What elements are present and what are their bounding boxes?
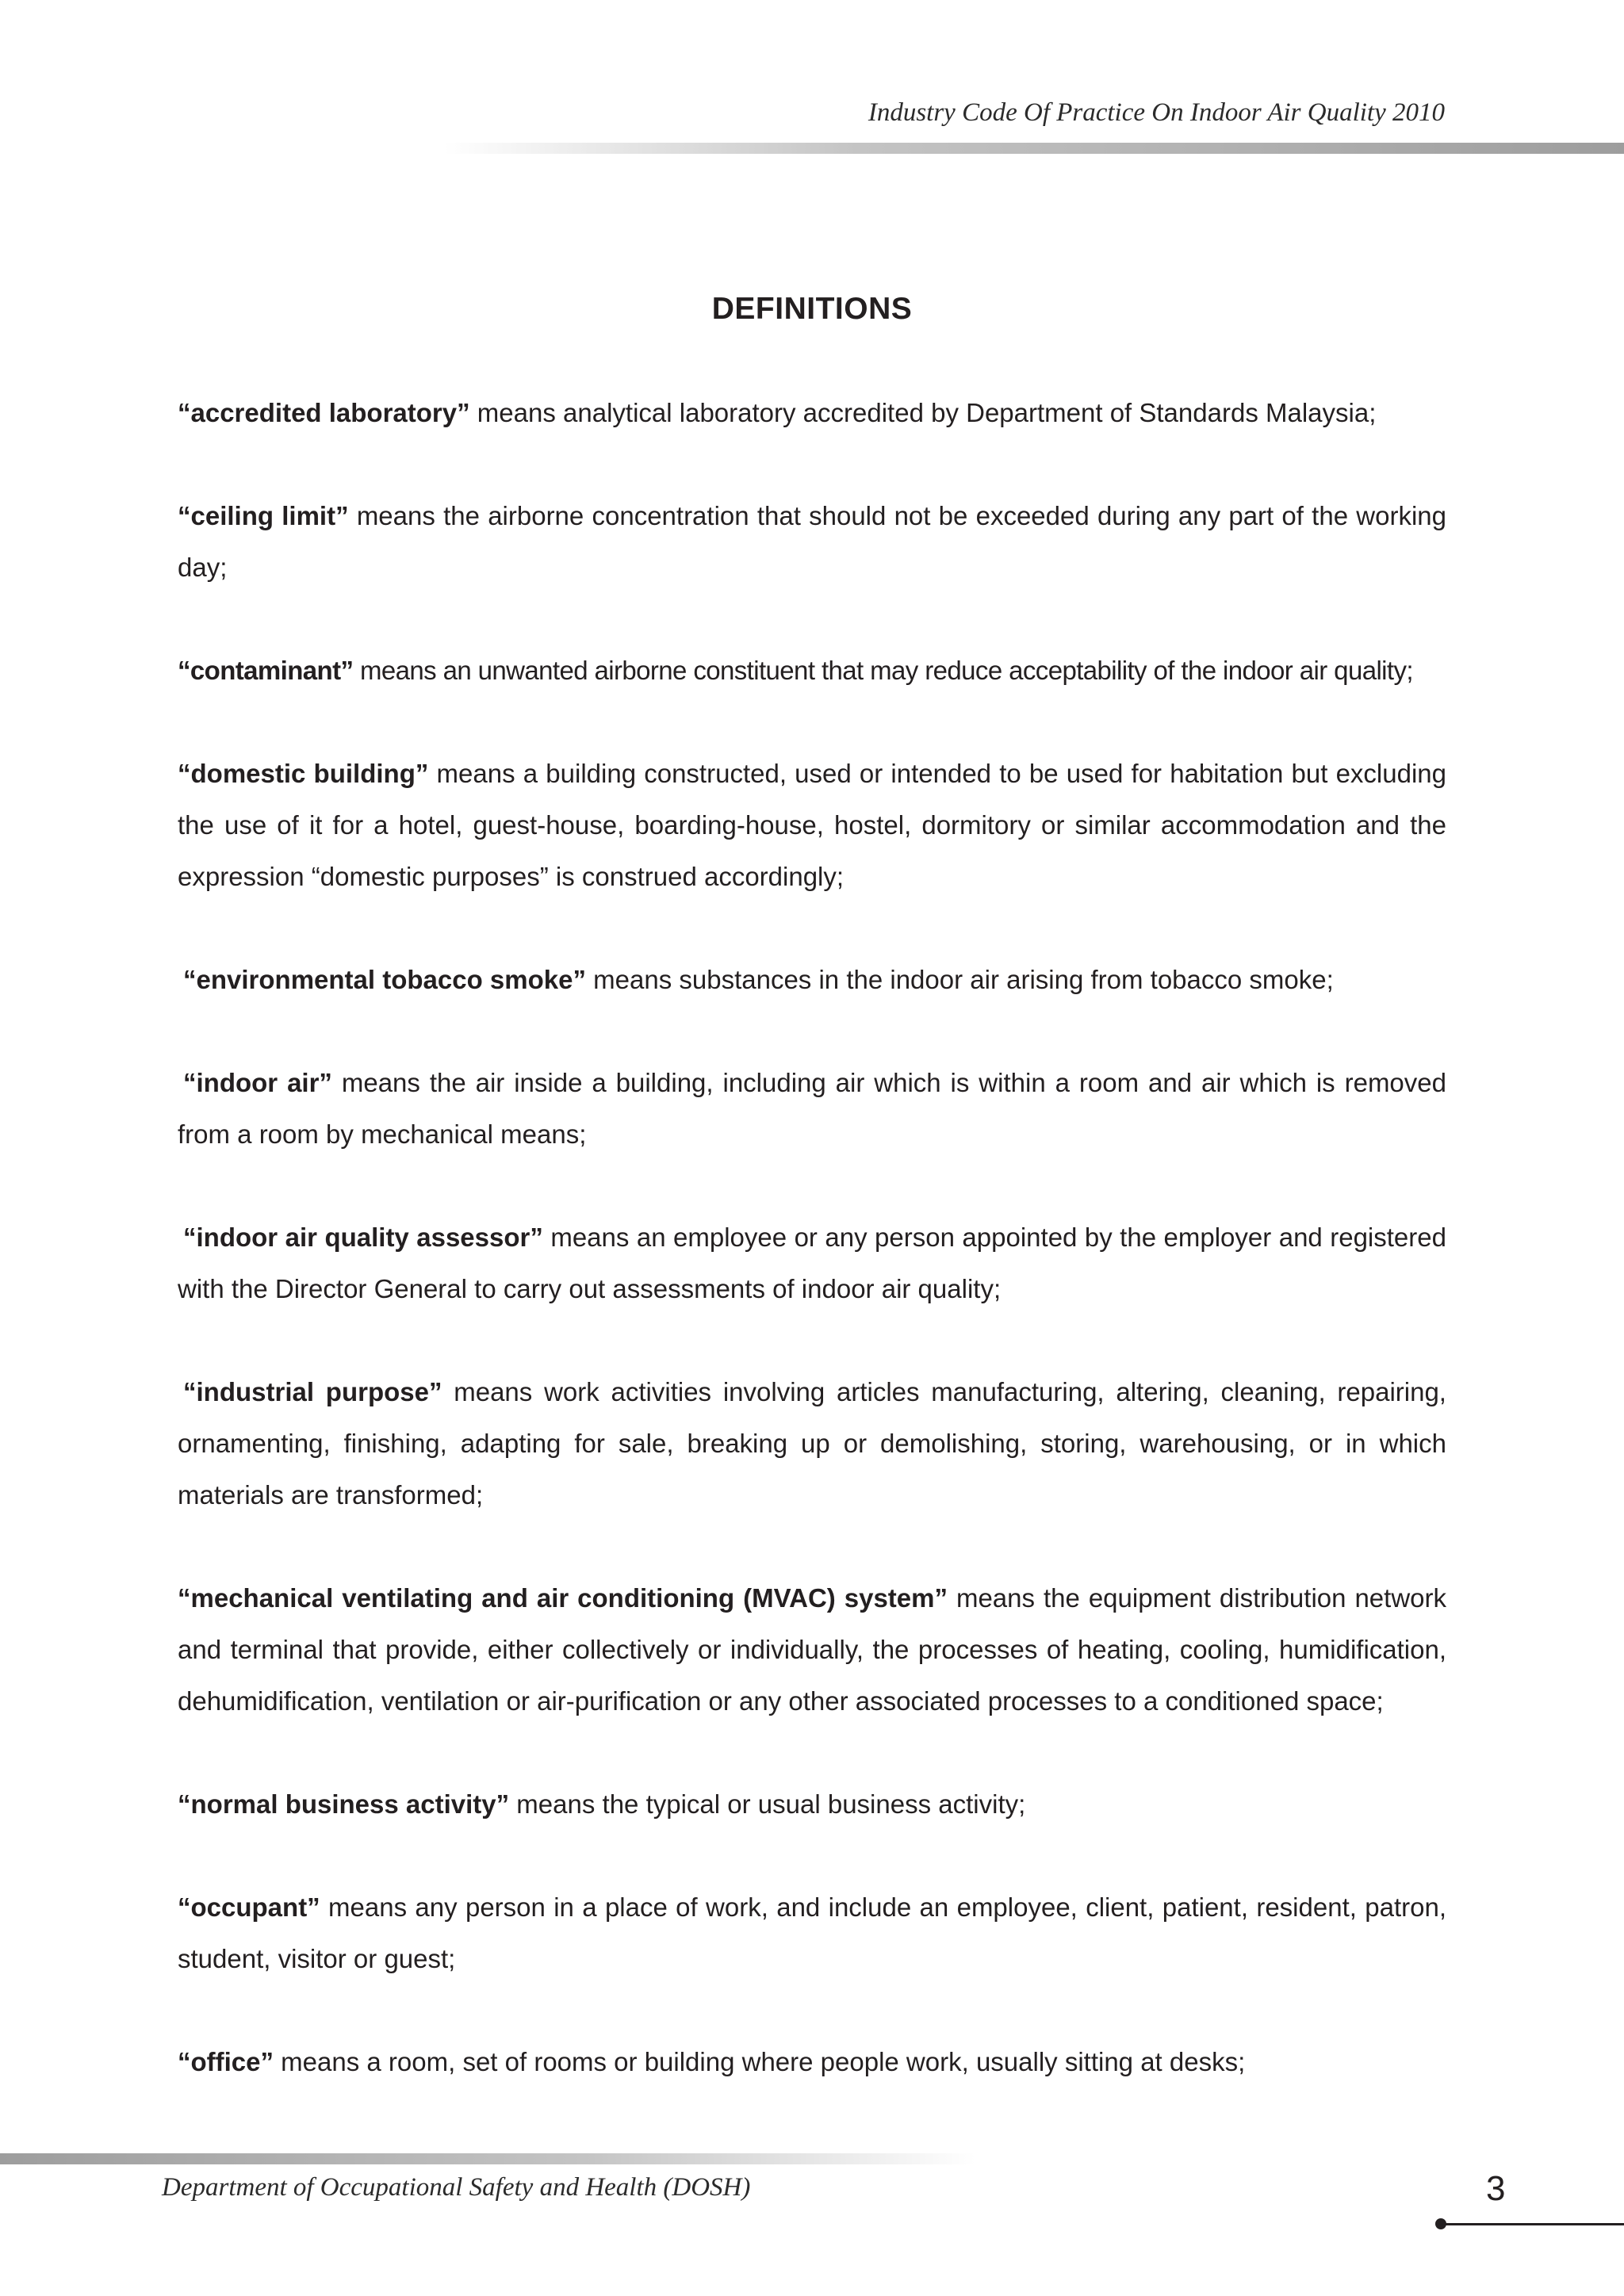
definition-text: means analytical laboratory accredited by Department of Standards Malaysia; [469, 398, 1377, 427]
definition-indoor-air-quality-assessor [178, 1211, 1446, 1314]
definition-text: means any person in a place of work, and include an employee, client, patient, resident, patron, student, visitor or guest; [178, 1892, 1446, 1973]
definition-text: means the air inside a building, including air which is within a room and air which is removed from a room by mechanical means; [178, 1068, 1446, 1149]
definition-term: “indoor air quality assessor” [183, 1223, 543, 1252]
definition-occupant [178, 1881, 1446, 1984]
definition-indoor-air [178, 1057, 1446, 1160]
definition-office [178, 2036, 1446, 2087]
page-number: 3 [1486, 2169, 1506, 2208]
footer-organization: Department of Occupational Safety and Health (DOSH) [162, 2173, 751, 2202]
definition-normal-business-activity [178, 1778, 1446, 1830]
definition-text: means the equipment distribution network and terminal that provide, either collectively or individually, the processes of heating, cooling, humidification, dehumidification, ventilation or air-purification or any other associated processes to a conditioned space; [178, 1583, 1446, 1716]
definition-term: “industrial purpose” [183, 1377, 442, 1406]
definition-text: means a building constructed, used or intended to be used for habitation but excluding the use of it for a hotel, guest-house, boarding-house, hostel, dormitory or similar accommodation and the expression “domestic purposes” is construed accordingly; [178, 759, 1446, 891]
definition-text: means substances in the indoor air arising from tobacco smoke; [585, 965, 1334, 994]
definition-term: “occupant” [178, 1892, 320, 1922]
definition-text: means the typical or usual business activity; [509, 1789, 1026, 1819]
definition-text: means a room, set of rooms or building where people work, usually sitting at desks; [274, 2047, 1246, 2076]
definition-industrial-purpose [178, 1366, 1446, 1521]
running-header-title: Industry Code Of Practice On Indoor Air Quality 2010 [868, 98, 1445, 127]
definition-text: means an unwanted airborne constituent that may reduce acceptability of the indoor air quality; [353, 656, 1413, 685]
footer-divider-bar [0, 2153, 975, 2164]
definition-term: “ceiling limit” [178, 501, 349, 530]
definition-term: “accredited laboratory” [178, 398, 470, 427]
page-number-rule [1443, 2223, 1624, 2225]
definition-mvac-system [178, 1572, 1446, 1727]
definition-ceiling-limit [178, 490, 1446, 593]
definition-term: “domestic building” [178, 759, 429, 788]
definition-term: “indoor air” [183, 1068, 332, 1097]
header-divider-bar [444, 143, 1624, 154]
definition-environmental-tobacco-smoke [178, 954, 1446, 1005]
definition-term: “contaminant” [178, 656, 354, 685]
definition-text: means work activities involving articles manufacturing, altering, cleaning, repairing, ornamenting, finishing, adapting for sale, breaking up or demolishing, storing, warehousing, or in which materials are transformed; [178, 1377, 1446, 1510]
definition-domestic-building [178, 748, 1446, 902]
definition-accredited-laboratory [178, 387, 1446, 438]
definition-term: “environmental tobacco smoke” [183, 965, 586, 994]
page-heading: DEFINITIONS [711, 292, 913, 327]
definitions-list [178, 387, 1446, 2139]
definition-term: “office” [178, 2047, 274, 2076]
definition-contaminant [178, 645, 1446, 696]
definition-term: “normal business activity” [178, 1789, 510, 1819]
definition-term: “mechanical ventilating and air conditioning (MVAC) system” [178, 1583, 948, 1613]
definition-text: means the airborne concentration that should not be exceeded during any part of the working day; [178, 501, 1446, 582]
definition-text: means an employee or any person appointed by the employer and registered with the Director General to carry out assessments of indoor air quality; [178, 1223, 1446, 1303]
